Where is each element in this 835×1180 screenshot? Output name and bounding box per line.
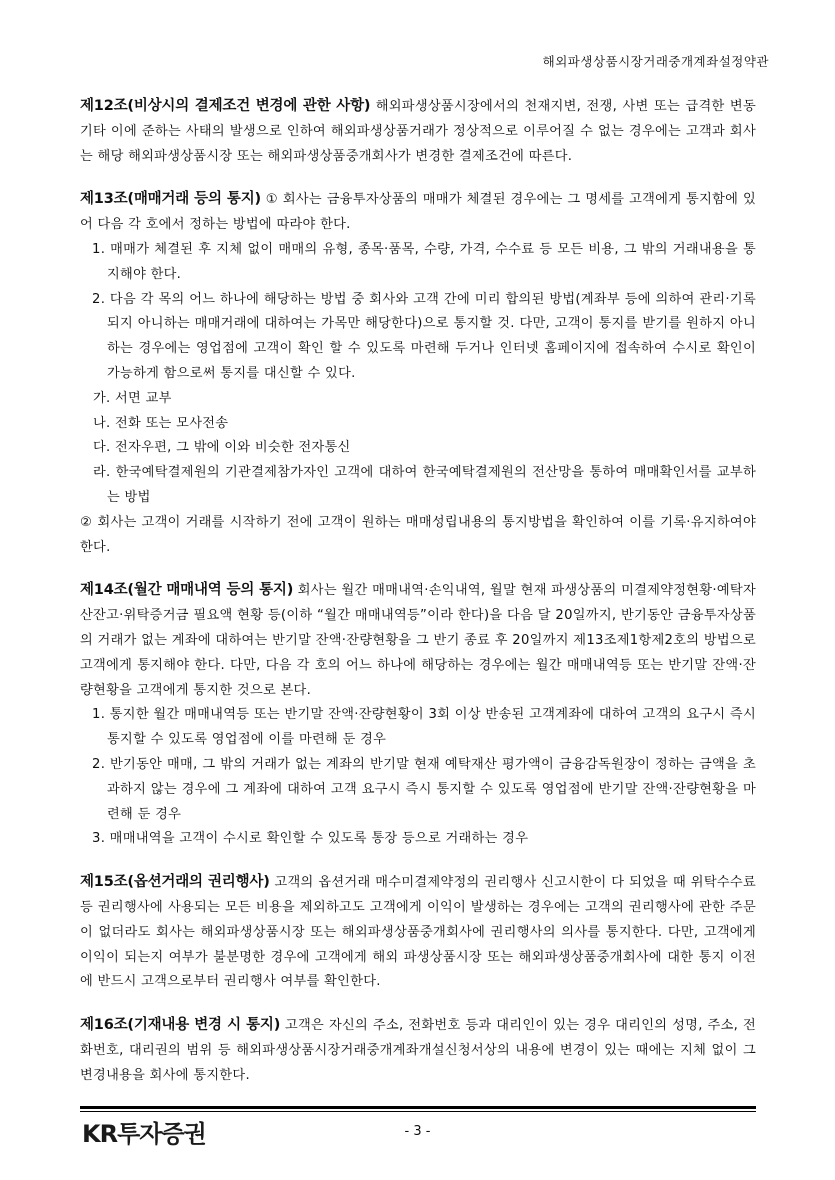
article-paragraph-2: ② 회사는 고객이 거래를 시작하기 전에 고객이 원하는 매매성립내용의 통지방법을 확인하여 이를 기록·유지하여야 한다.: [80, 514, 756, 555]
footer-divider-thin: [80, 1111, 756, 1112]
article-paragraph: [80, 578, 756, 703]
sub-list-item: 나. 전화 또는 모사전송: [93, 415, 229, 431]
article-text: 회사는 월간 매매내역·손익내역, 월말 현재 파생상품의 미결제약정현황·예탁자산잔고·위탁증거금 필요액 현황 등(이하 “월간 매매내역등”이라 한다)을 다음 달 20일까지, 반기동안 금융투자상품의 거래가 없는 계좌에 대하여는 반기말 잔액·잔량현황을 그 반기 종료 후 20일까지 제13조제1항제2호의 방법으로 고객에게 통지해야 한다. 다만, 다음 각 호의 어느 하나에 해당하는 경우에는 월간 매매내역등 또는 반기말 잔액·잔량현황을 고객에게 통지한 것으로 본다.: [80, 583, 756, 698]
article-paragraph: [80, 1013, 756, 1088]
list-item: 1. 매매가 체결된 후 지체 없이 매매의 유형, 종목·품목, 수량, 가격, 수수료 등 모든 비용, 그 밖의 거래내용을 통지해야 한다.: [92, 241, 756, 282]
page-number: - 3 -: [404, 1124, 431, 1139]
article-14: [80, 578, 756, 852]
article-text: 고객은 자신의 주소, 전화번호 등과 대리인이 있는 경우 대리인의 성명, 주소, 전화번호, 대리권의 범위 등 해외파생상품시장거래중개계좌개설신청서상의 내용에 변경이 있는 때에는 지체 없이 그 변경내용을 회사에 통지한다.: [80, 1018, 756, 1083]
article-heading: 제14조(월간 매매내역 등의 통지): [80, 582, 294, 599]
article-heading: 제12조(비상시의 결제조건 변경에 관한 사항): [80, 98, 371, 114]
article-12: [80, 94, 756, 169]
list-item: 2. 반기동안 매매, 그 밖의 거래가 없는 계좌의 반기말 현재 예탁재산 평가액이 금융감독원장이 정하는 금액을 초과하지 않는 경우에 그 계좌에 대하여 고객 요구시 즉시 통지할 수 있도록 영업점에 반기말 잔액·잔량현황을 마련해 둔 경우: [92, 756, 756, 822]
article-15: [80, 870, 756, 995]
list-item: 1. 통지한 월간 매매내역등 또는 반기말 잔액·잔량현황이 3회 이상 반송된 고객계좌에 대하여 고객의 요구시 즉시 통지할 수 있도록 영업점에 이를 마련해 둔 경우: [92, 707, 756, 748]
article-paragraph: [80, 870, 756, 995]
sub-list-item: 라. 한국예탁결제원의 기관결제참가자인 고객에 대하여 한국예탁결제원의 전산망을 통하여 매매확인서를 교부하는 방법: [93, 465, 756, 505]
article-heading: 제13조(매매거래 등의 통지): [80, 191, 261, 208]
document-header-title: 해외파생상품시장거래중개계좌설정약관: [542, 54, 769, 69]
article-paragraph: [80, 187, 756, 238]
article-text: ① 회사는 금융투자상품의 매매가 체결된 경우에는 그 명세를 고객에게 통지함에 있어 다음 각 호에서 정하는 방법에 따라야 한다.: [80, 192, 756, 233]
article-text: 고객의 옵션거래 매수미결제약정의 권리행사 신고시한이 다 되었을 때 위탁수수료등 권리행사에 사용되는 모든 비용을 제외하고도 고객에게 이익이 발생하는 경우에는 고객의 권리행사에 관한 주문이 없더라도 회사는 해외파생상품시장 또는 해외파생상품중개회사에 권리행사의 의사를 통지한다. 다만, 고객에게 이익이 되는지 여부가 불분명한 경우에 고객에게 해외 파생상품시장 또는 해외파생상품중개회사에 대한 통지 이전에 반드시 고객으로부터 권리행사 여부를 확인한다.: [80, 875, 756, 990]
list-item: 3. 매매내역을 고객이 수시로 확인할 수 있도록 통장 등으로 거래하는 경우: [92, 831, 529, 847]
article-text: 해외파생상품시장에서의 천재지변, 전쟁, 사변 또는 급격한 변동 기타 이에 준하는 사태의 발생으로 인하여 해외파생상품거래가 정상적으로 이루어질 수 없는 경우에는 고객과 회사는 해당 해외파생상품시장 또는 해외파생상품중개회사가 변경한 결제조건에 따른다.: [80, 99, 756, 164]
article-heading: 제16조(기재내용 변경 시 통지): [80, 1017, 281, 1034]
article-heading: 제15조(옵션거래의 권리행사): [80, 874, 270, 891]
list-item: 2. 다음 각 목의 어느 하나에 해당하는 방법 중 회사와 고객 간에 미리 합의된 방법(계좌부 등에 의하여 관리·기록되지 아니하는 매매거래에 대하여는 가목만 해당한다)으로 통지할 것. 다만, 고객이 통지를 받기를 원하지 아니하는 경우에는 영업점에 고객이 확인 할 수 있도록 마련해 두거나 인터넷 홈페이지에 접속하여 수시로 확인이 가능하게 함으로써 통지를 대신할 수 있다.: [92, 291, 756, 381]
article-paragraph: [80, 94, 756, 169]
article-16: [80, 1013, 756, 1088]
sub-list-item: 다. 전자우편, 그 밖에 이와 비슷한 전자통신: [93, 440, 351, 456]
article-13: [80, 187, 756, 560]
sub-list-item: 가. 서면 교부: [93, 390, 172, 406]
brand-logo: KR투자증권: [82, 1120, 206, 1148]
footer-divider: [80, 1106, 756, 1109]
document-body: [80, 94, 756, 1106]
